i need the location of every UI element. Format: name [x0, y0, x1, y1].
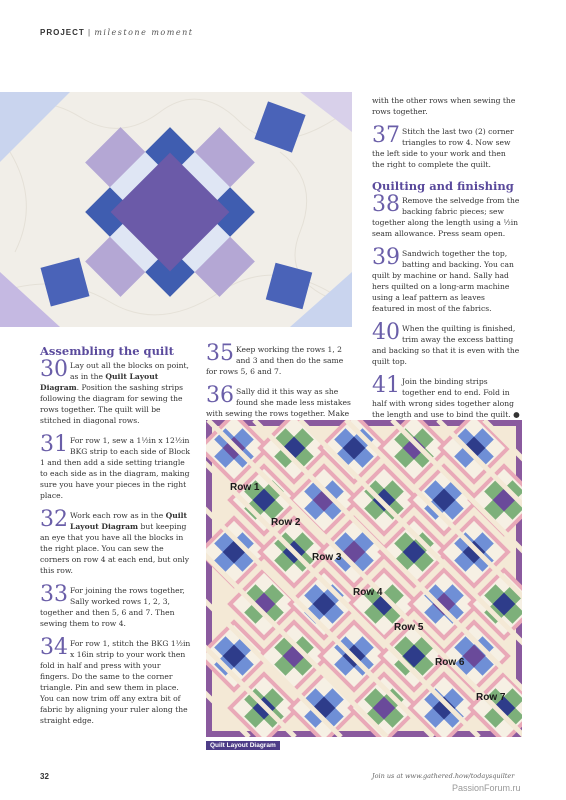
row-label: Row 4: [353, 587, 383, 598]
end-mark-icon: ●: [513, 410, 520, 419]
step-text: For row 1, stitch the BKG 1½in x 16in strip to your work then fold in half and press with your fingers. Do the same to the corner triangle. Pin and sew them in place. You can now trim off any extra bit of fabric by aligning your ruler along the straight edge.: [40, 639, 191, 725]
step-text: Remove the selvedge from the backing fabric pieces; sew together along the length using a ½in seam allowance. Press seam open.: [372, 196, 520, 238]
continuation-text: with the other rows when sewing the rows together.: [372, 96, 516, 116]
header-divider: |: [88, 28, 92, 37]
step-text: but keeping an eye that you have all the blocks in the right place. You can sew the corners on row 4 at each end, but only this row.: [40, 522, 190, 575]
step-text: Work each row as in the: [70, 511, 166, 520]
column-3: [372, 95, 520, 429]
step-text: Lay out all the blocks on point, as in the: [70, 361, 189, 381]
step-bold: Quilt Layout Diagram: [70, 511, 188, 531]
row-label: Row 3: [312, 552, 342, 563]
heading-assembling: Assembling the quilt: [40, 344, 174, 358]
row-label: Row 5: [394, 622, 424, 633]
step-31: [40, 432, 192, 501]
quilt-layout-diagram: [206, 420, 522, 737]
quilt-photo: [0, 92, 352, 327]
step-38: [372, 192, 520, 239]
step-bold: Quilt Layout Diagram: [40, 372, 159, 392]
footer-join-text: Join us at www.gathered.how/todaysquilter: [372, 772, 515, 780]
step-text: Join the binding strips together end to end. Fold in half with wrong sides together along the length and use to bind the quilt.: [372, 377, 514, 419]
step-number: 34: [40, 635, 68, 660]
quilt-photo-image: [0, 92, 352, 327]
step-30: [40, 357, 192, 426]
step-39: [372, 245, 520, 314]
step-text: For row 1, sew a 1½in x 12½in BKG strip to each side of Block 1 and then add a side setting triangle to each side as in the diagram, making sure you have your pieces in the right place.: [40, 436, 190, 500]
step-35: [206, 341, 352, 377]
row-label: Row 6: [435, 657, 465, 668]
step-41: [372, 373, 520, 420]
step-text: For joining the rows together, Sally worked rows 1, 2, 3, together and then 5, 6 and 7. Then sewing them to row 4.: [40, 586, 185, 628]
row-label: Row 7: [476, 692, 506, 703]
page-number: 32: [40, 772, 49, 781]
row-label: Row 2: [271, 517, 301, 528]
step-text: Sally did it this way as she found she made less mistakes with sewing the rows together. Make: [206, 387, 351, 418]
step-number: 37: [372, 123, 400, 148]
step-32: [40, 507, 192, 576]
step-number: 33: [40, 582, 68, 607]
row-label: Row 1: [230, 482, 260, 493]
section-subtitle: milestone moment: [94, 28, 194, 37]
step-text: Keep working the rows 1, 2 and 3 and then do the same for rows 5, 6 and 7.: [206, 345, 344, 376]
step-text: Stitch the last two (2) corner triangles to row 4. Now sew the left side to your work and then the right to complete the quilt.: [372, 127, 514, 169]
step-number: 36: [206, 383, 234, 408]
step-40: [372, 320, 520, 367]
step-text: When the quilting is finished, trim away the excess batting and backing so that it is even with the quilt top.: [372, 324, 520, 366]
step-text: Sandwich together the top, batting and backing. You can quilt by machine or hand. Sally had hers quilted on a long-arm machine using a leaf pattern as leaves featured in most of the fabrics.: [372, 249, 514, 313]
watermark: PassionForum.ru: [452, 783, 521, 793]
step-number: 35: [206, 341, 234, 366]
step-number: 41: [372, 373, 400, 398]
step-33: [40, 582, 192, 629]
diagram-caption: Quilt Layout Diagram: [206, 741, 280, 750]
step-number: 32: [40, 507, 68, 532]
step-34: [40, 635, 192, 726]
step-number: 31: [40, 432, 68, 457]
step-number: 38: [372, 192, 400, 217]
step-37: [372, 123, 520, 170]
step-number: 40: [372, 320, 400, 345]
step-number: 30: [40, 357, 68, 382]
column-1: [40, 344, 192, 735]
section-label: PROJECT: [40, 28, 85, 37]
quilt-diagram-svg: [206, 420, 522, 737]
page-header: [40, 28, 193, 37]
step-number: 39: [372, 245, 400, 270]
step-text: . Position the sashing strips following the diagram for sewing the rows together. The quilt will be stitched in diagonal rows.: [40, 383, 183, 425]
heading-quilting: Quilting and finishing: [372, 179, 514, 193]
